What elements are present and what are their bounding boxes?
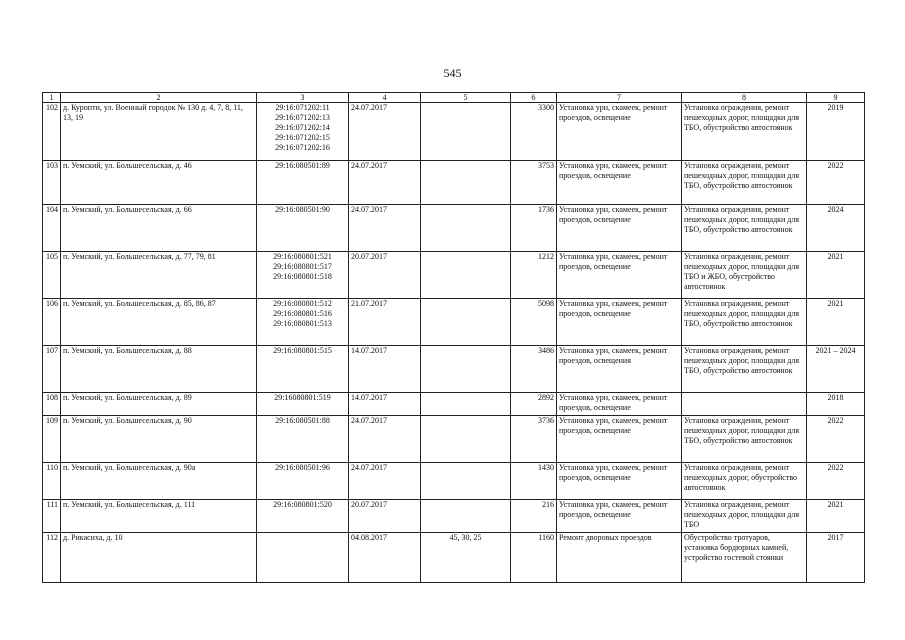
area-cell: 216 (511, 500, 557, 533)
cadastral-cell (257, 252, 349, 299)
cadastral-cell (257, 346, 349, 393)
minimum-works-cell: Установка урн, скамеек, ремонт проездов, освещение (557, 299, 682, 346)
column-header: 8 (682, 93, 807, 103)
column-5-cell (421, 500, 511, 533)
additional-works-cell: Установка ограждения, ремонт пешеходных дорог, площадки для ТБО (682, 500, 807, 533)
survey-date-cell: 24.07.2017 (349, 416, 421, 463)
additional-works-cell: Установка ограждения, ремонт пешеходных дорог, площадки для ТБО, обустройство автостоянок (682, 299, 807, 346)
additional-works-cell: Установка ограждения, ремонт пешеходных дорог, площадки для ТБО и ЖБО, обустройство автостоянок (682, 252, 807, 299)
area-cell: 3486 (511, 346, 557, 393)
cadastral-number: 29:16:080801:512 (273, 299, 332, 308)
year-cell: 2017 (807, 533, 865, 583)
cadastral-number: 29:16080801:519 (274, 393, 331, 402)
cadastral-number: 29:16:080801:521 (273, 252, 332, 261)
column-5-cell (421, 252, 511, 299)
year-cell: 2022 (807, 416, 865, 463)
cadastral-cell (257, 103, 349, 161)
address-cell: п. Уемский, ул. Большесельская, д. 111 (61, 500, 257, 533)
minimum-works-cell: Установка урн, скамеек, ремонт проездов, освещение (557, 463, 682, 500)
address-cell: п. Уемский, ул. Большесельская, д. 46 (61, 161, 257, 205)
minimum-works-cell: Установка урн, скамеек, ремонт проездов, освещение (557, 205, 682, 252)
year-cell: 2021 (807, 299, 865, 346)
additional-works-cell: Установка ограждения, ремонт пешеходных дорог, площадки для ТБО, обустройство автостоянок (682, 161, 807, 205)
additional-works-cell: Установка ограждения, ремонт пешеходных дорог, обустройство автостоянок (682, 463, 807, 500)
address-cell: п. Уемский, ул. Большесельская, д. 85, 86, 87 (61, 299, 257, 346)
column-header: 9 (807, 93, 865, 103)
cadastral-number: 29:16:080801:518 (273, 272, 332, 281)
area-cell: 5098 (511, 299, 557, 346)
additional-works-cell: Установка ограждения, ремонт пешеходных дорог, площадки для ТБО, обустройство автостоянок (682, 416, 807, 463)
area-cell: 3753 (511, 161, 557, 205)
row-number-cell: 109 (43, 416, 61, 463)
cadastral-number: 29:16:080801:513 (273, 319, 332, 328)
address-cell: п. Уемский, ул. Большесельская, д. 90а (61, 463, 257, 500)
column-5-cell (421, 463, 511, 500)
address-cell: п. Уемский, ул. Большесельская, д. 90 (61, 416, 257, 463)
address-cell: д. Рикасиха, д. 10 (61, 533, 257, 583)
cadastral-number: 29:16:071202:11 (275, 103, 330, 112)
minimum-works-cell: Установка урн, скамеек, ремонт проездов, освещение (557, 252, 682, 299)
cadastral-cell (257, 500, 349, 533)
survey-date-cell: 24.07.2017 (349, 205, 421, 252)
area-cell: 3736 (511, 416, 557, 463)
row-number-cell: 104 (43, 205, 61, 252)
row-number-cell: 106 (43, 299, 61, 346)
year-cell: 2022 (807, 161, 865, 205)
cadastral-cell (257, 533, 349, 583)
survey-date-cell: 24.07.2017 (349, 103, 421, 161)
cadastral-cell (257, 416, 349, 463)
column-5-cell (421, 161, 511, 205)
address-cell: п. Уемский, ул. Большесельская, д. 66 (61, 205, 257, 252)
row-number-cell: 110 (43, 463, 61, 500)
minimum-works-cell: Установка урн, скамеек, ремонт проездов, освещение (557, 103, 682, 161)
column-header: 3 (257, 93, 349, 103)
minimum-works-cell: Установка урн, скамеек, ремонт проездов, освещение (557, 500, 682, 533)
cadastral-number: 29:16:080801:520 (273, 500, 332, 509)
survey-date-cell: 04.08.2017 (349, 533, 421, 583)
table-row (43, 103, 865, 161)
table-row (43, 346, 865, 393)
column-header: 5 (421, 93, 511, 103)
cadastral-number: 29:16:080501:90 (275, 205, 330, 214)
area-cell: 3300 (511, 103, 557, 161)
column-5-cell (421, 299, 511, 346)
column-5-cell (421, 393, 511, 416)
row-number-cell: 103 (43, 161, 61, 205)
column-5-cell (421, 416, 511, 463)
minimum-works-cell: Установка урн, скамеек, ремонт проездов, освещение (557, 416, 682, 463)
area-cell: 1736 (511, 205, 557, 252)
year-cell: 2021 (807, 500, 865, 533)
cadastral-cell (257, 463, 349, 500)
cadastral-cell (257, 161, 349, 205)
column-header: 4 (349, 93, 421, 103)
survey-date-cell: 20.07.2017 (349, 500, 421, 533)
area-cell: 1212 (511, 252, 557, 299)
survey-date-cell: 14.07.2017 (349, 346, 421, 393)
area-cell: 1430 (511, 463, 557, 500)
column-header: 2 (61, 93, 257, 103)
table-row (43, 463, 865, 500)
address-cell: п. Уемский, ул. Большесельская, д. 77, 79, 81 (61, 252, 257, 299)
year-cell: 2021 (807, 252, 865, 299)
survey-date-cell: 14.07.2017 (349, 393, 421, 416)
row-number-cell: 107 (43, 346, 61, 393)
column-5-cell: 45, 30, 25 (421, 533, 511, 583)
table-row (43, 161, 865, 205)
address-cell: д. Куропти, ул. Военный городок № 130 д. 4, 7, 8, 11, 13, 19 (61, 103, 257, 161)
column-header: 6 (511, 93, 557, 103)
minimum-works-cell: Установка урн, скамеек, ремонт проездов, освещения (557, 346, 682, 393)
column-header: 7 (557, 93, 682, 103)
survey-date-cell: 21.07.2017 (349, 299, 421, 346)
cadastral-number: 29:16:080501:96 (275, 463, 330, 472)
table-body (43, 103, 865, 583)
table-row (43, 500, 865, 533)
additional-works-cell (682, 393, 807, 416)
cadastral-cell (257, 299, 349, 346)
minimum-works-cell: Установка урн, скамеек, ремонт проездов, освещение (557, 393, 682, 416)
row-number-cell: 111 (43, 500, 61, 533)
cadastral-number: 29:16:071202:16 (275, 143, 330, 152)
table-row (43, 393, 865, 416)
year-cell: 2024 (807, 205, 865, 252)
additional-works-cell: Установка ограждения, ремонт пешеходных дорог, площадки для ТБО, обустройство автостоянок (682, 346, 807, 393)
cadastral-number: 29:16:080801:517 (273, 262, 332, 271)
table-row (43, 252, 865, 299)
minimum-works-cell: Установка урн, скамеек, ремонт проездов, освещение (557, 161, 682, 205)
cadastral-number: 29:16:080801:516 (273, 309, 332, 318)
column-5-cell (421, 346, 511, 393)
column-5-cell (421, 205, 511, 252)
column-5-cell (421, 103, 511, 161)
additional-works-cell: Установка ограждения, ремонт пешеходных дорог, площадки для ТБО, обустройство автостоянок (682, 103, 807, 161)
cadastral-number: 29:16:080801:515 (273, 346, 332, 355)
column-header: 1 (43, 93, 61, 103)
row-number-cell: 112 (43, 533, 61, 583)
row-number-cell: 108 (43, 393, 61, 416)
minimum-works-cell: Ремонт дворовых проездов (557, 533, 682, 583)
page-number: 545 (443, 66, 462, 80)
cadastral-cell (257, 393, 349, 416)
area-cell: 2892 (511, 393, 557, 416)
cadastral-number: 29:16:080501:89 (275, 161, 330, 170)
header-row (43, 93, 865, 103)
additional-works-cell: Обустройство тротуаров, установка бордюрных камней, устройство гостевой стоянки (682, 533, 807, 583)
row-number-cell: 105 (43, 252, 61, 299)
year-cell: 2022 (807, 463, 865, 500)
address-cell: п. Уемский, ул. Большесельская, д. 88 (61, 346, 257, 393)
table-row (43, 299, 865, 346)
cadastral-number: 29:16:071202:13 (275, 113, 330, 122)
survey-date-cell: 20.07.2017 (349, 252, 421, 299)
additional-works-cell: Установка ограждения, ремонт пешеходных дорог, площадки для ТБО, обустройство автостоянок (682, 205, 807, 252)
address-cell: п. Уемский, ул. Большесельская, д. 89 (61, 393, 257, 416)
table-row (43, 205, 865, 252)
cadastral-number: 29:16:080501:88 (275, 416, 330, 425)
row-number-cell: 102 (43, 103, 61, 161)
year-cell: 2019 (807, 103, 865, 161)
survey-date-cell: 24.07.2017 (349, 463, 421, 500)
cadastral-number: 29:16:071202:15 (275, 133, 330, 142)
table-row (43, 416, 865, 463)
cadastral-number: 29:16:071202:14 (275, 123, 330, 132)
year-cell: 2021 – 2024 (807, 346, 865, 393)
survey-date-cell: 24.07.2017 (349, 161, 421, 205)
area-cell: 1160 (511, 533, 557, 583)
registry-table (42, 92, 865, 583)
cadastral-cell (257, 205, 349, 252)
year-cell: 2018 (807, 393, 865, 416)
table-row (43, 533, 865, 583)
